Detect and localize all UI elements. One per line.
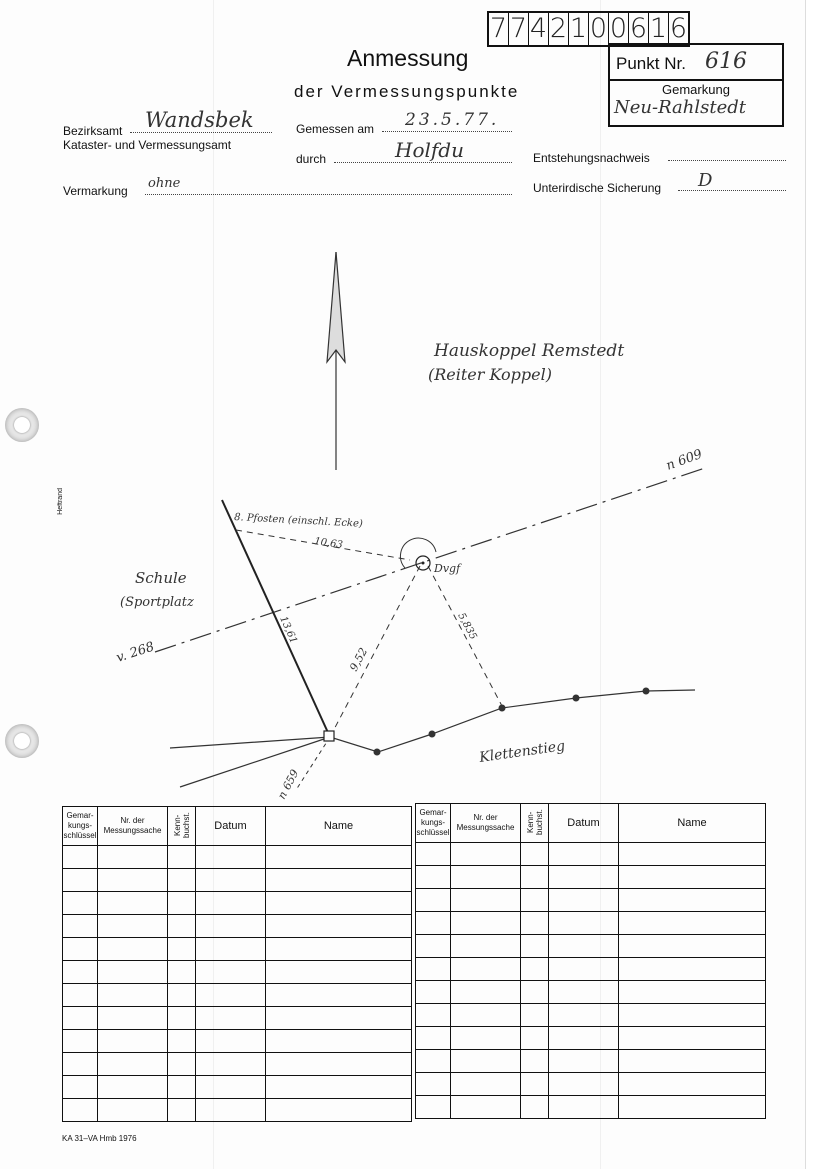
table-cell[interactable]: [549, 1073, 619, 1096]
table-cell[interactable]: [168, 1007, 196, 1030]
table-cell[interactable]: [196, 892, 266, 915]
table-cell[interactable]: [549, 912, 619, 935]
table-cell[interactable]: [168, 869, 196, 892]
unterirdisch-label: Unterirdische Sicherung: [533, 181, 662, 195]
bezirksamt-value[interactable]: Wandsbek: [145, 108, 254, 132]
register-table-right: [415, 803, 766, 1119]
entstehung-label: Entstehungsnachweis: [533, 151, 650, 165]
table-row: [63, 984, 412, 1007]
durch-label: durch: [296, 152, 327, 166]
table-cell[interactable]: [521, 935, 549, 958]
boundary-point-icon: [429, 731, 436, 738]
table-cell[interactable]: [98, 1007, 168, 1030]
table-cell[interactable]: [168, 984, 196, 1007]
table-cell[interactable]: [416, 866, 451, 889]
table-cell[interactable]: [266, 1099, 412, 1122]
table-cell[interactable]: [416, 1050, 451, 1073]
table-cell[interactable]: [98, 1053, 168, 1076]
table-row: [416, 1027, 766, 1050]
vermarkung-value[interactable]: ohne: [148, 176, 181, 191]
table-cell[interactable]: [98, 846, 168, 869]
ref-label: n 609: [664, 446, 705, 474]
table-row: [416, 1004, 766, 1027]
table-cell[interactable]: [266, 869, 412, 892]
table-cell[interactable]: [416, 889, 451, 912]
col-kennbuchstabe: Kenn-buchst.: [168, 807, 196, 846]
table-cell[interactable]: [451, 843, 521, 866]
sportplatz-label: (Sportplatz: [120, 595, 194, 610]
table-cell[interactable]: [416, 935, 451, 958]
table-row: [416, 1050, 766, 1073]
col-messungssache: Nr. der Messungssache: [451, 804, 521, 843]
table-cell[interactable]: [168, 846, 196, 869]
bezirksamt-label: Bezirksamt: [63, 124, 123, 138]
table-cell[interactable]: [521, 1096, 549, 1119]
table-cell[interactable]: [63, 915, 98, 938]
table-cell[interactable]: [549, 1050, 619, 1073]
distance-label: 13,61: [277, 614, 299, 646]
digit: 6: [669, 13, 688, 44]
survey-line: [155, 468, 705, 652]
digit: 4: [529, 13, 548, 44]
distance-label: 10,63: [313, 536, 344, 551]
table-cell[interactable]: [451, 981, 521, 1004]
table-row: [63, 869, 412, 892]
table-cell[interactable]: [98, 915, 168, 938]
table-cell[interactable]: [416, 1004, 451, 1027]
area-label-2: (Reiter Koppel): [428, 365, 552, 384]
table-cell[interactable]: [63, 1076, 98, 1099]
table-cell[interactable]: [168, 938, 196, 961]
gemessen-label: Gemessen am: [296, 122, 375, 136]
table-cell[interactable]: [619, 889, 766, 912]
table-cell[interactable]: [63, 869, 98, 892]
punkt-label: Punkt Nr.: [616, 54, 686, 73]
table-cell[interactable]: [416, 1073, 451, 1096]
table-cell[interactable]: [63, 1030, 98, 1053]
table-cell[interactable]: [266, 984, 412, 1007]
col-gemarkung: Gemar-kungs-schlüssel: [416, 804, 451, 843]
table-cell[interactable]: [619, 1073, 766, 1096]
table-cell[interactable]: [451, 889, 521, 912]
table-row: [416, 843, 766, 866]
digit: 7: [509, 13, 528, 44]
form-footer: KA 31–VA Hmb 1976: [62, 1134, 137, 1143]
table-cell[interactable]: [98, 1076, 168, 1099]
boundary-point-icon: [374, 749, 381, 756]
digit: 1: [649, 13, 668, 44]
table-row: [63, 1099, 412, 1122]
table-row: [63, 892, 412, 915]
table-cell[interactable]: [619, 912, 766, 935]
table-cell[interactable]: [416, 912, 451, 935]
table-cell[interactable]: [196, 961, 266, 984]
table-cell[interactable]: [619, 866, 766, 889]
table-cell[interactable]: [451, 958, 521, 981]
table-row: [416, 912, 766, 935]
table-cell[interactable]: [266, 1007, 412, 1030]
table-cell[interactable]: [266, 961, 412, 984]
boundary-point-icon: [499, 705, 506, 712]
col-messungssache: Nr. der Messungssache: [98, 807, 168, 846]
table-cell[interactable]: [549, 935, 619, 958]
table-cell[interactable]: [521, 1004, 549, 1027]
table-cell[interactable]: [549, 1096, 619, 1119]
table-cell[interactable]: [98, 869, 168, 892]
table-cell[interactable]: [63, 846, 98, 869]
table-cell[interactable]: [416, 981, 451, 1004]
table-cell[interactable]: [196, 869, 266, 892]
table-cell[interactable]: [266, 1030, 412, 1053]
table-cell[interactable]: [549, 889, 619, 912]
table-cell[interactable]: [196, 1007, 266, 1030]
table-cell[interactable]: [451, 1050, 521, 1073]
table-row: [63, 846, 412, 869]
table-cell[interactable]: [168, 892, 196, 915]
north-arrow-icon: [327, 252, 345, 470]
measure-line: [330, 566, 420, 737]
table-cell[interactable]: [98, 961, 168, 984]
table-cell[interactable]: [619, 843, 766, 866]
table-cell[interactable]: [416, 1027, 451, 1050]
digit: 7: [489, 13, 508, 44]
table-cell[interactable]: [168, 961, 196, 984]
table-cell[interactable]: [196, 1053, 266, 1076]
table-cell[interactable]: [168, 1076, 196, 1099]
table-cell[interactable]: [98, 892, 168, 915]
fence-line: [222, 500, 330, 737]
durch-value[interactable]: Holfdu: [395, 138, 464, 162]
table-cell[interactable]: [451, 866, 521, 889]
table-cell[interactable]: [168, 1099, 196, 1122]
table-row: [63, 1076, 412, 1099]
table-cell[interactable]: [619, 981, 766, 1004]
ref-label: v. 268: [114, 639, 157, 666]
table-cell[interactable]: [266, 938, 412, 961]
street-edge: [170, 690, 695, 752]
table-cell[interactable]: [63, 1053, 98, 1076]
table-cell[interactable]: [549, 981, 619, 1004]
digit: 0: [589, 13, 608, 44]
table-cell[interactable]: [266, 846, 412, 869]
table-cell[interactable]: [196, 1076, 266, 1099]
vermarkung-label: Vermarkung: [63, 184, 128, 198]
boundary-point-icon: [573, 695, 580, 702]
table-cell[interactable]: [266, 1053, 412, 1076]
gemarkung-value[interactable]: Neu-Rahlstedt: [614, 97, 747, 118]
table-cell[interactable]: [619, 1050, 766, 1073]
corner-marker-icon: [324, 731, 334, 741]
schule-label: Schule: [135, 569, 187, 587]
table-cell[interactable]: [619, 1027, 766, 1050]
table-cell[interactable]: [168, 1030, 196, 1053]
table-cell[interactable]: [266, 1076, 412, 1099]
table-row: [416, 935, 766, 958]
table-row: [63, 1007, 412, 1030]
table-cell[interactable]: [98, 1030, 168, 1053]
table-cell[interactable]: [416, 843, 451, 866]
side-label: Heftrand: [57, 488, 64, 515]
table-cell[interactable]: [416, 958, 451, 981]
table-cell[interactable]: [521, 889, 549, 912]
table-cell[interactable]: [549, 1027, 619, 1050]
table-cell[interactable]: [63, 1099, 98, 1122]
table-cell[interactable]: [521, 1073, 549, 1096]
table-row: [416, 981, 766, 1004]
punkt-value[interactable]: 616: [705, 49, 747, 74]
gemarkung-label: Gemarkung: [662, 82, 730, 97]
digit: 1: [569, 13, 588, 44]
table-cell[interactable]: [549, 1004, 619, 1027]
table-cell[interactable]: [549, 843, 619, 866]
street-label: Klettenstieg: [478, 738, 567, 766]
table-cell[interactable]: [98, 938, 168, 961]
table-cell[interactable]: [98, 984, 168, 1007]
table-cell[interactable]: [266, 915, 412, 938]
pfosten-label: 8. Pfosten (einschl. Ecke): [233, 512, 364, 530]
register-table-left: [62, 806, 412, 1122]
table-cell[interactable]: [549, 958, 619, 981]
table-cell[interactable]: [196, 984, 266, 1007]
table-cell[interactable]: [521, 958, 549, 981]
street-edge: [180, 737, 330, 787]
table-cell[interactable]: [619, 1004, 766, 1027]
col-gemarkung: Gemar-kungs-schlüssel: [63, 807, 98, 846]
distance-label: 9,52: [347, 645, 371, 674]
table-cell[interactable]: [266, 892, 412, 915]
measure-line: [428, 566, 502, 706]
table-cell[interactable]: [451, 935, 521, 958]
table-cell[interactable]: [63, 938, 98, 961]
point-label: Dvgf: [434, 562, 461, 575]
form-title: Anmessung: [347, 45, 469, 71]
table-cell[interactable]: [451, 1073, 521, 1096]
table-cell[interactable]: [196, 1030, 266, 1053]
table-cell[interactable]: [619, 1096, 766, 1119]
table-row: [416, 1096, 766, 1119]
table-cell[interactable]: [63, 892, 98, 915]
table-cell[interactable]: [168, 1053, 196, 1076]
table-cell[interactable]: [521, 912, 549, 935]
gemessen-value[interactable]: 23.5.77.: [405, 110, 500, 130]
kataster-label: Kataster- und Vermessungsamt: [63, 138, 232, 152]
table-cell[interactable]: [196, 938, 266, 961]
col-datum: Datum: [196, 807, 266, 846]
table-cell[interactable]: [196, 915, 266, 938]
distance-label: 5,835: [455, 611, 479, 642]
table-row: [416, 958, 766, 981]
table-row: [416, 889, 766, 912]
table-cell[interactable]: [98, 1099, 168, 1122]
col-name: Name: [619, 804, 766, 843]
table-cell[interactable]: [63, 1007, 98, 1030]
ref-label: n 659: [275, 767, 302, 802]
table-cell[interactable]: [521, 843, 549, 866]
table-cell[interactable]: [521, 1050, 549, 1073]
table-cell[interactable]: [168, 915, 196, 938]
table-cell[interactable]: [451, 1027, 521, 1050]
unterirdisch-value[interactable]: D: [698, 170, 713, 191]
table-cell[interactable]: [451, 1004, 521, 1027]
table-cell[interactable]: [619, 958, 766, 981]
table-cell[interactable]: [63, 984, 98, 1007]
table-cell[interactable]: [196, 1099, 266, 1122]
table-row: [63, 961, 412, 984]
table-cell[interactable]: [451, 1096, 521, 1119]
digit: 0: [609, 13, 628, 44]
digit: 6: [629, 13, 648, 44]
form-subtitle: der Vermessungspunkte: [294, 82, 520, 101]
table-cell[interactable]: [196, 846, 266, 869]
table-cell[interactable]: [451, 912, 521, 935]
table-row: [63, 1030, 412, 1053]
table-cell[interactable]: [416, 1096, 451, 1119]
area-label-1: Hauskoppel Remstedt: [434, 341, 625, 361]
table-row: [416, 1073, 766, 1096]
table-row: [63, 915, 412, 938]
table-cell[interactable]: [521, 866, 549, 889]
table-row: [63, 1053, 412, 1076]
table-cell[interactable]: [549, 866, 619, 889]
col-kennbuchstabe: Kenn-buchst.: [521, 804, 549, 843]
table-row: [63, 938, 412, 961]
table-cell[interactable]: [521, 1027, 549, 1050]
digit: 2: [549, 13, 568, 44]
table-row: [416, 866, 766, 889]
ref-line: [296, 737, 330, 790]
table-cell[interactable]: [63, 961, 98, 984]
table-cell[interactable]: [521, 981, 549, 1004]
boundary-point-icon: [643, 688, 650, 695]
table-cell[interactable]: [619, 935, 766, 958]
col-name: Name: [266, 807, 412, 846]
col-datum: Datum: [549, 804, 619, 843]
